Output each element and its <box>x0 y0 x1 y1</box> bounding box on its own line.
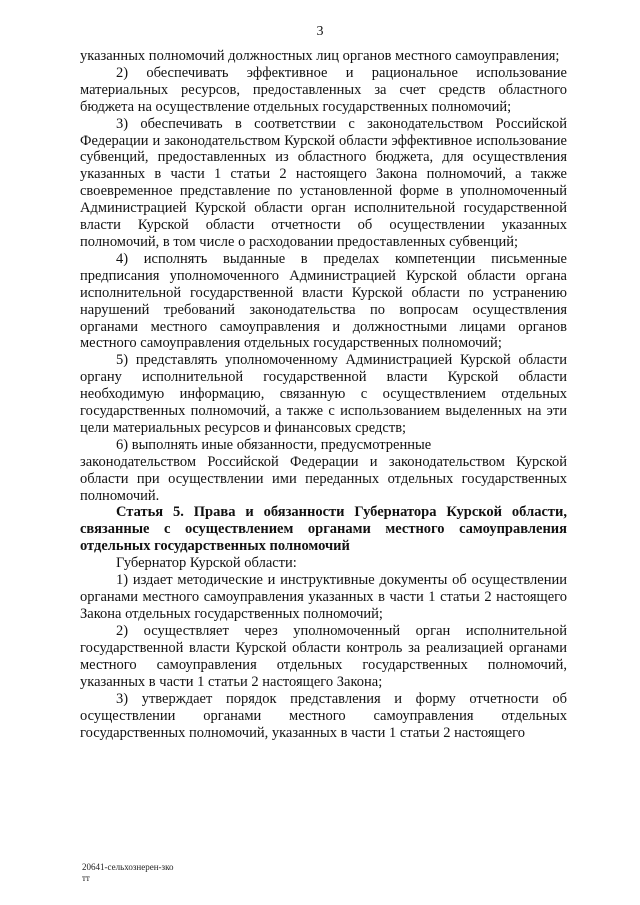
page-number: 3 <box>316 24 324 39</box>
document-body <box>80 48 567 741</box>
paragraph-item-6-rest: законодательством Российской Федерации и законодательством Курской области при осуществлении ими переданных отдельных государственных полномочий. <box>80 453 567 504</box>
paragraph-item-6 <box>80 437 567 505</box>
paragraph-governor-intro: Губернатор Курской области: <box>116 555 297 572</box>
paragraph-item-3: 3) обеспечивать в соответствии с законодательством Российской Федерации и законодательством Курской области эффективное использование субвенций, предоставленных из областного бюджета, для осуществления указанных в части 1 статьи 2 настоящего Закона полномочий, а также своевременное представление по установленной форме в уполномоченный Администрацией Курской области орган исполнительной государственной власти Курской области отчетности об осуществлении указанных полномочий, в том числе о расходовании предоставленных субвенций; <box>80 115 567 250</box>
paragraph-governor-item-1: 1) издает методические и инструктивные документы об осуществлении органами местного самоуправления указанных в части 1 статьи 2 настоящего Закона отдельных государственных полномочий; <box>80 572 567 623</box>
footer-line-2: тт <box>82 873 90 883</box>
paragraph-continuation: указанных полномочий должностных лиц органов местного самоуправления; <box>80 48 560 64</box>
paragraph-item-5: 5) представлять уполномоченному Администрацией Курской области органу исполнительной государственной власти Курской области необходимую информацию, связанную с осуществлением отдельных государственных полномочий, а также с использованием выделенных на эти цели материальных ресурсов и финансовых средств; <box>80 352 567 436</box>
paragraph-item-6-first-line: 6) выполнять иные обязанности, предусмотренные <box>116 436 432 453</box>
paragraph-item-2: 2) обеспечивать эффективное и рациональное использование материальных ресурсов, предоставленных за счет средств областного бюджета на осуществление отдельных государственных полномочий; <box>80 64 567 115</box>
paragraph-item-4: 4) исполнять выданные в пределах компетенции письменные предписания уполномоченного Администрацией Курской области органа исполнительной государственной власти Курской области по устранению нарушений требований законодательства по вопросам осуществления органами местного самоуправления и должностными лицами органов местного самоуправления отдельных государственных полномочий; <box>80 250 567 352</box>
paragraph-governor-item-2: 2) осуществляет через уполномоченный орган исполнительной государственной власти Курской области контроль за реализацией органами местного самоуправления отдельных государственных полномочий, указанных в части 1 статьи 2 настоящего Закона; <box>80 623 567 690</box>
article-heading: Статья 5. Права и обязанности Губернатора Курской области, связанные с осуществлением органами местного самоуправления отдельных государственных полномочий <box>80 504 567 555</box>
footer-line-1: 20641-сельхознерен-зко <box>82 862 174 872</box>
footer-doc-code <box>82 862 174 884</box>
paragraph-governor-item-3: 3) утверждает порядок представления и форму отчетности об осуществлении органами местного самоуправления отдельных государственных полномочий, указанных в части 1 статьи 2 настоящего <box>80 690 567 741</box>
